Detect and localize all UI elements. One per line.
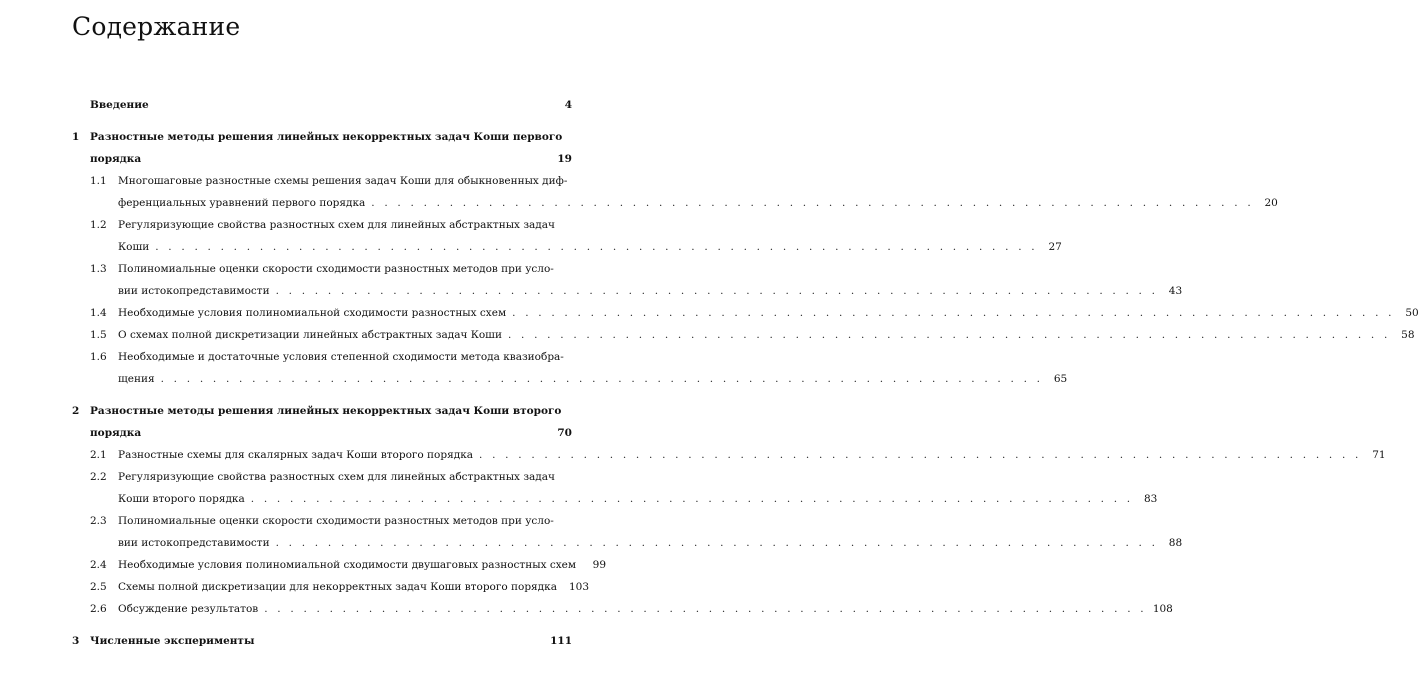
entry-title: порядка <box>90 153 142 165</box>
section-number: 2.1 <box>90 449 107 461</box>
page-number: 111 <box>550 635 572 647</box>
toc-section[interactable] <box>72 444 1386 466</box>
dot-leader: . . . . . . . . . . . . . . . . . . . . . . . . . . . . . . . . . . . . . . . . . . . . . . . . . . . . . . . . . . . . . . . . . . . . <box>275 285 1159 297</box>
page-number: 65 <box>1053 373 1068 385</box>
entry-title: Разностные методы решения линейных некорректных задач Коши второго <box>90 405 562 417</box>
page-number: 99 <box>592 559 607 571</box>
toc-section[interactable] <box>72 214 1062 258</box>
dot-leader: . . . . . . . . . . . . . . . . . . . . . . . . . . . . . . . . . . . . . . . . . . . . . . . . . . . . . . . . . . . . . . . . . . . . <box>160 373 1044 385</box>
section-number: 2.5 <box>90 581 107 593</box>
dot-leader: . . . . . . . . . . . . . . . . . . . . . . . . . . . . . . . . . . . . . . . . . . . . . . . . . . . . . . . . . . . . . . . . . . . . <box>155 241 1038 253</box>
page-title: Содержание <box>72 12 241 41</box>
toc-chapter[interactable] <box>72 126 572 170</box>
dot-leader: . . . . . . . . . . . . . . . . . . . . . . . . . . . . . . . . . . . . . . . . . . . . . . . . . . . . . . . . . . . . . . . . . . . . <box>479 449 1362 461</box>
table-of-contents <box>72 94 1419 652</box>
entry-title: Необходимые и достаточные условия степенной сходимости метода квазиобра- <box>118 351 564 363</box>
dot-leader: . . . . . . . . . . . . . . . . . . . . . . . . . . . . . . . . . . . . . . . . . . . . . . . . . . . . . . . . . . . . . . . . . . . . <box>512 307 1395 319</box>
page-number: 43 <box>1168 285 1183 297</box>
page-number: 58 <box>1401 329 1415 341</box>
toc-section[interactable] <box>72 258 1183 302</box>
toc-chapter[interactable] <box>72 400 572 444</box>
page-number: 83 <box>1143 493 1158 505</box>
section-number: 2.4 <box>90 559 107 571</box>
entry-title: Численные эксперименты <box>90 635 255 647</box>
entry-title: Полиномиальные оценки скорости сходимости разностных методов при усло- <box>118 263 554 275</box>
chapter-number: 3 <box>72 635 80 647</box>
entry-title: Необходимые условия полиномиальной сходимости разностных схем <box>118 307 507 319</box>
page-number: 50 <box>1405 307 1419 319</box>
toc-section[interactable] <box>72 598 1173 620</box>
entry-title: ференциальных уравнений первого порядка <box>118 197 366 209</box>
entry-title: Обсуждение результатов <box>118 603 259 615</box>
page-number: 70 <box>557 427 572 439</box>
page-number: 71 <box>1372 449 1386 461</box>
toc-section[interactable] <box>72 302 1419 324</box>
entry-title: Разностные схемы для скалярных задач Коши второго порядка <box>118 449 474 461</box>
toc-section[interactable] <box>72 554 607 576</box>
entry-title: вии истокопредставимости <box>118 285 270 297</box>
dot-leader: . . . . . . . . . . . . . . . . . . . . . . . . . . . . . . . . . . . . . . . . . . . . . . . . . . . . . . . . . . . . . . . . . . . . <box>371 197 1254 209</box>
section-number: 1.1 <box>90 175 107 187</box>
entry-title: вии истокопредставимости <box>118 537 270 549</box>
entry-title: Регуляризующие свойства разностных схем для линейных абстрактных задач <box>118 219 555 231</box>
entry-title: Введение <box>90 99 149 111</box>
page-number: 20 <box>1264 197 1278 209</box>
entry-title: Схемы полной дискретизации для некорректных задач Коши второго порядка <box>118 581 557 593</box>
entry-title: Регуляризующие свойства разностных схем для линейных абстрактных задач <box>118 471 555 483</box>
toc-section[interactable] <box>72 324 1415 346</box>
dot-leader: . . . . . . . . . . . . . . . . . . . . . . . . . . . . . . . . . . . . . . . . . . . . . . . . . . . . . . . . . . . . . . . . . . . . <box>275 537 1159 549</box>
section-number: 1.2 <box>90 219 107 231</box>
entry-title: Полиномиальные оценки скорости сходимости разностных методов при усло- <box>118 515 554 527</box>
page-number: 88 <box>1168 537 1183 549</box>
page-number: 108 <box>1152 603 1173 615</box>
section-number: 2.2 <box>90 471 107 483</box>
section-number: 1.4 <box>90 307 107 319</box>
section-number: 1.6 <box>90 351 107 363</box>
entry-title: О схемах полной дискретизации линейных абстрактных задач Коши <box>118 329 502 341</box>
entry-title: Многошаговые разностные схемы решения задач Коши для обыкновенных диф- <box>118 175 568 187</box>
toc-section[interactable] <box>72 170 1278 214</box>
dot-leader: . . . . . . . . . . . . . . . . . . . . . . . . . . . . . . . . . . . . . . . . . . . . . . . . . . . . . . . . . . . . . . . . . . . . <box>250 493 1134 505</box>
toc-chapter[interactable] <box>72 630 572 652</box>
entry-title: порядка <box>90 427 142 439</box>
section-number: 1.5 <box>90 329 107 341</box>
page-number: 103 <box>568 581 590 593</box>
page-number: 19 <box>557 153 572 165</box>
chapter-number: 1 <box>72 131 80 143</box>
entry-title: Коши второго порядка <box>118 493 245 505</box>
toc-section[interactable] <box>72 510 1183 554</box>
entry-title: Необходимые условия полиномиальной сходимости двушаговых разностных схем <box>118 559 577 571</box>
dot-leader: . . . . . . . . . . . . . . . . . . . . . . . . . . . . . . . . . . . . . . . . . . . . . . . . . . . . . . . . . . . . . . . . . . . . <box>507 329 1391 341</box>
toc-section[interactable] <box>72 466 1158 510</box>
entry-title: Коши <box>118 241 150 253</box>
chapter-number: 2 <box>72 405 80 417</box>
entry-title: Разностные методы решения линейных некорректных задач Коши первого <box>90 131 563 143</box>
dot-leader: . . . . . . . . . . . . . . . . . . . . . . . . . . . . . . . . . . . . . . . . . . . . . . . . . . . . . . . . . . . . . . . . . . . . <box>264 603 1147 615</box>
section-number: 2.6 <box>90 603 107 615</box>
toc-section[interactable] <box>72 346 1068 390</box>
toc-chapter[interactable] <box>72 94 572 116</box>
toc-section[interactable] <box>72 576 590 598</box>
entry-title: щения <box>118 373 155 385</box>
page-number: 27 <box>1048 241 1062 253</box>
section-number: 2.3 <box>90 515 107 527</box>
page-number: 4 <box>564 99 572 111</box>
section-number: 1.3 <box>90 263 107 275</box>
